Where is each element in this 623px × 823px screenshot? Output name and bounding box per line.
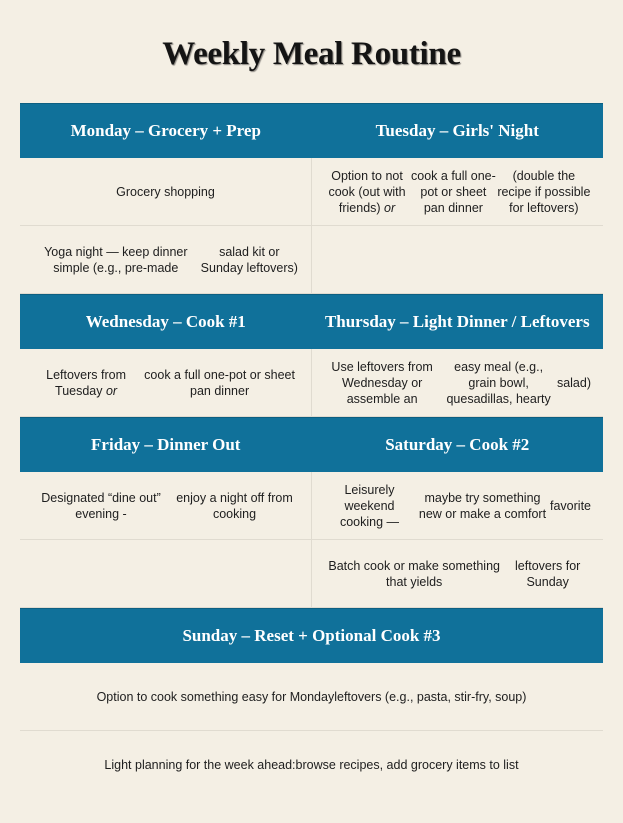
monday-cell-1: Grocery shopping — [116, 184, 215, 199]
sunday-cell-1: Option to cook something easy for Monday leftovers (e.g., pasta, stir-fry, soup) — [96, 689, 527, 704]
header-row-sun — [20, 608, 603, 663]
wednesday-header: Wednesday – Cook #1 — [85, 312, 246, 331]
thursday-header: Thursday – Light Dinner / Leftovers — [324, 312, 590, 331]
header-row-mon-tue — [20, 103, 603, 158]
monday-header: Monday – Grocery + Prep — [70, 121, 261, 140]
thursday-cell-1: Use leftovers from Wednesday or assemble an easy meal (e.g., grain bowl, quesadillas, hearty salad) — [311, 349, 603, 416]
table-row — [20, 731, 603, 798]
tuesday-cell-1: Option to not cook (out with friends) or cook a full one-pot or sheet pan dinner (double the recipe if possible for leftovers) — [311, 158, 603, 225]
friday-header: Friday – Dinner Out — [91, 435, 241, 454]
table-row — [20, 663, 603, 731]
meal-routine-table — [20, 103, 603, 798]
header-row-wed-thu — [20, 294, 603, 349]
friday-cell-1: Designated “dine out” evening - enjoy a night off from cooking — [41, 490, 293, 521]
saturday-cell-2: Batch cook or make something that yields leftovers for Sunday — [311, 540, 603, 607]
table-row — [20, 540, 603, 608]
table-row — [20, 349, 603, 417]
header-row-fri-sat — [20, 417, 603, 472]
table-row — [20, 472, 603, 540]
wednesday-cell-1: Leftovers from Tuesday or cook a full one-pot or sheet pan dinner — [46, 367, 295, 398]
tuesday-cell-2-empty — [311, 226, 603, 293]
monday-cell-2: Yoga night — keep dinner simple (e.g., pre-made salad kit or Sunday leftovers) — [44, 244, 298, 275]
sunday-header: Sunday – Reset + Optional Cook #3 — [182, 626, 441, 645]
sunday-cell-2: Light planning for the week ahead: browse recipes, add grocery items to list — [104, 757, 519, 772]
saturday-cell-1: Leisurely weekend cooking — maybe try something new or make a comfort favorite — [311, 472, 603, 539]
table-row — [20, 226, 603, 294]
table-row — [20, 158, 603, 226]
friday-cell-2-empty — [20, 540, 311, 607]
tuesday-header: Tuesday – Girls' Night — [375, 121, 539, 140]
page-title: Weekly Meal Routine — [162, 36, 461, 72]
saturday-header: Saturday – Cook #2 — [385, 435, 530, 454]
